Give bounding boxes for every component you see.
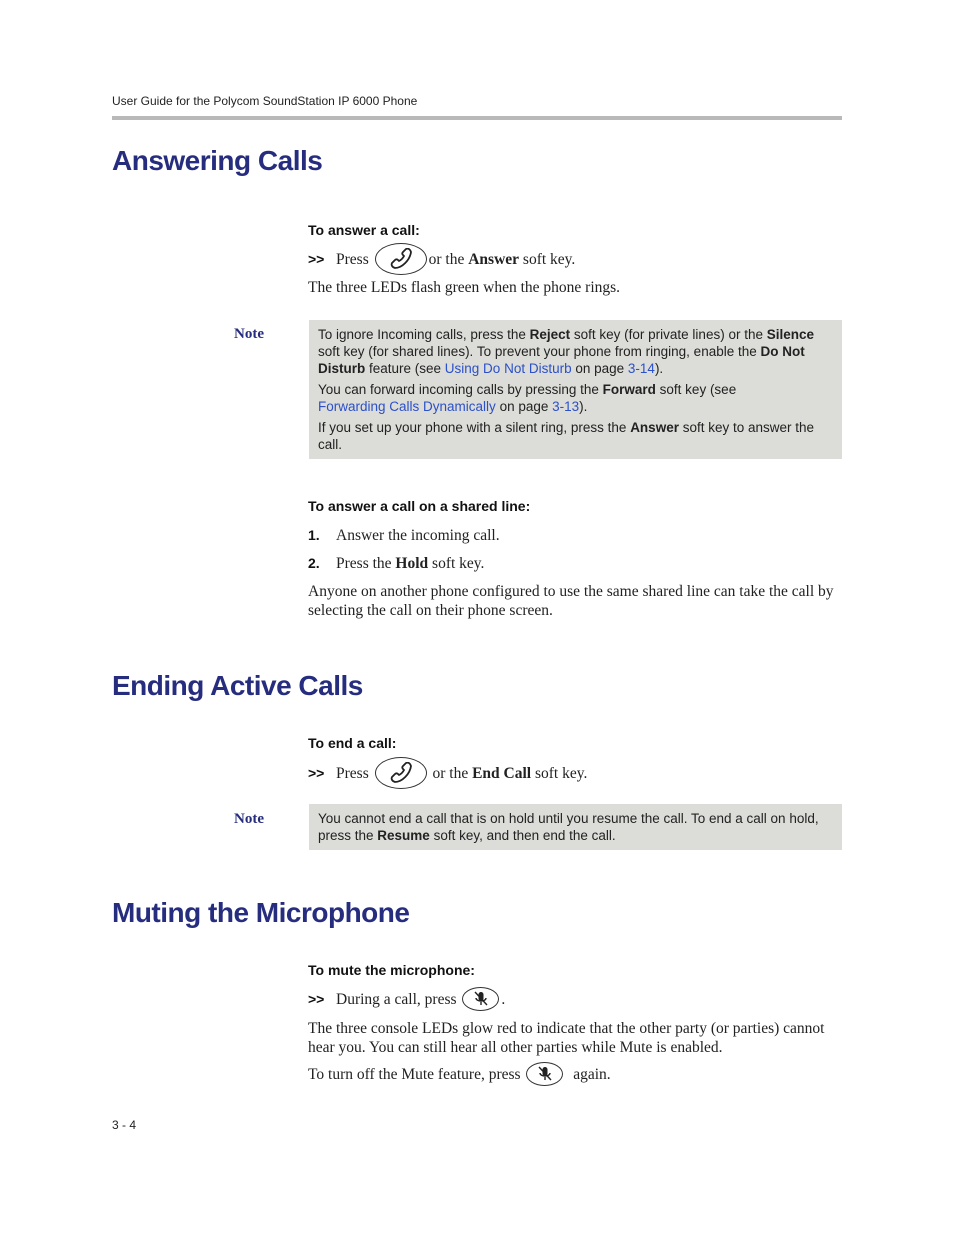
step-text-post: soft key. [522, 250, 576, 268]
step-text-pre: During a call, press [336, 990, 457, 1008]
step-text-pre: To turn off the Mute feature, press [308, 1065, 521, 1083]
shared-step-2 [308, 554, 484, 573]
link-page-3-14[interactable]: 3-14 [627, 361, 655, 376]
answer-result: The three LEDs flash green when the phone rings. [308, 279, 621, 296]
mute-result: The three console LEDs glow red to indicate that the other party (or parties) cannot hear you. You can still hear all other parties while Mute is enabled. [308, 1020, 825, 1056]
step-marker: >> [308, 990, 325, 1007]
step-text-pre: Press the [336, 555, 392, 572]
step-text-mid: or the [432, 764, 469, 782]
note-paragraph: To ignore Incoming calls, press the Reject soft key (for private lines) or the Silence soft key (for shared lines). To prevent your phone from ringing, enable the Do Not Disturb feature (see Using Do Not Disturb on page 3-14). [318, 327, 814, 376]
procedure-title-shared-line: To answer a call on a shared line: [308, 498, 531, 514]
page-number: 3 - 4 [112, 1118, 137, 1132]
step-text-pre: Press [336, 250, 369, 268]
procedure-title-answer: To answer a call: [308, 222, 420, 238]
heading-answering-calls: Answering Calls [112, 145, 323, 176]
step-number: 1. [308, 527, 320, 543]
handset-icon[interactable] [375, 757, 427, 789]
running-header: User Guide for the Polycom SoundStation IP 6000 Phone [112, 94, 418, 108]
step-marker: >> [308, 250, 325, 267]
note-paragraph: You cannot end a call that is on hold until you resume the call. To end a call on hold, press the Resume soft key, and then end the call. [318, 811, 819, 843]
hold-key-label: Hold [395, 555, 429, 572]
step-end-call [308, 757, 587, 789]
answer-key-label: Answer [468, 250, 520, 268]
microphone-mute-icon[interactable] [526, 1062, 563, 1086]
step-text-post: . [501, 990, 506, 1008]
note-paragraph: You can forward incoming calls by pressing the Forward soft key (see Forwarding Calls Dynamically on page 3-13). [318, 382, 737, 414]
note-box-answering [309, 320, 842, 459]
procedure-title-mute: To mute the microphone: [308, 962, 475, 978]
header-rule [112, 116, 842, 120]
note-label: Note [234, 326, 264, 342]
step-mute [308, 987, 505, 1011]
step-text-post: again. [573, 1065, 611, 1083]
microphone-mute-icon[interactable] [462, 987, 499, 1011]
note-label: Note [234, 811, 264, 827]
note-paragraph: If you set up your phone with a silent ring, press the Answer soft key to answer the call. [318, 420, 815, 452]
note-box-ending [309, 804, 842, 850]
link-using-do-not-disturb[interactable]: Using Do Not Disturb [444, 361, 572, 376]
step-text: Answer the incoming call. [336, 527, 500, 544]
shared-step-1 [308, 526, 500, 545]
heading-muting-the-microphone: Muting the Microphone [112, 897, 410, 928]
step-answer-call [308, 243, 575, 275]
mute-off-instruction [308, 1062, 611, 1086]
step-text-mid: or the [428, 250, 465, 268]
heading-ending-active-calls: Ending Active Calls [112, 670, 363, 701]
shared-line-result: Anyone on another phone configured to use the same shared line can take the call by selecting the call on their phone screen. [308, 583, 834, 619]
step-marker: >> [308, 764, 325, 781]
step-text-post: soft key. [432, 555, 485, 572]
link-forwarding-calls-dynamically[interactable]: Forwarding Calls Dynamically [318, 399, 496, 414]
step-text-pre: Press [336, 764, 369, 782]
step-number: 2. [308, 555, 320, 571]
end-call-key-label: End Call [472, 764, 532, 782]
handset-icon[interactable] [375, 243, 427, 275]
link-page-3-13[interactable]: 3-13 [552, 399, 580, 414]
procedure-title-end: To end a call: [308, 735, 397, 751]
step-text-post: soft key. [534, 764, 588, 782]
